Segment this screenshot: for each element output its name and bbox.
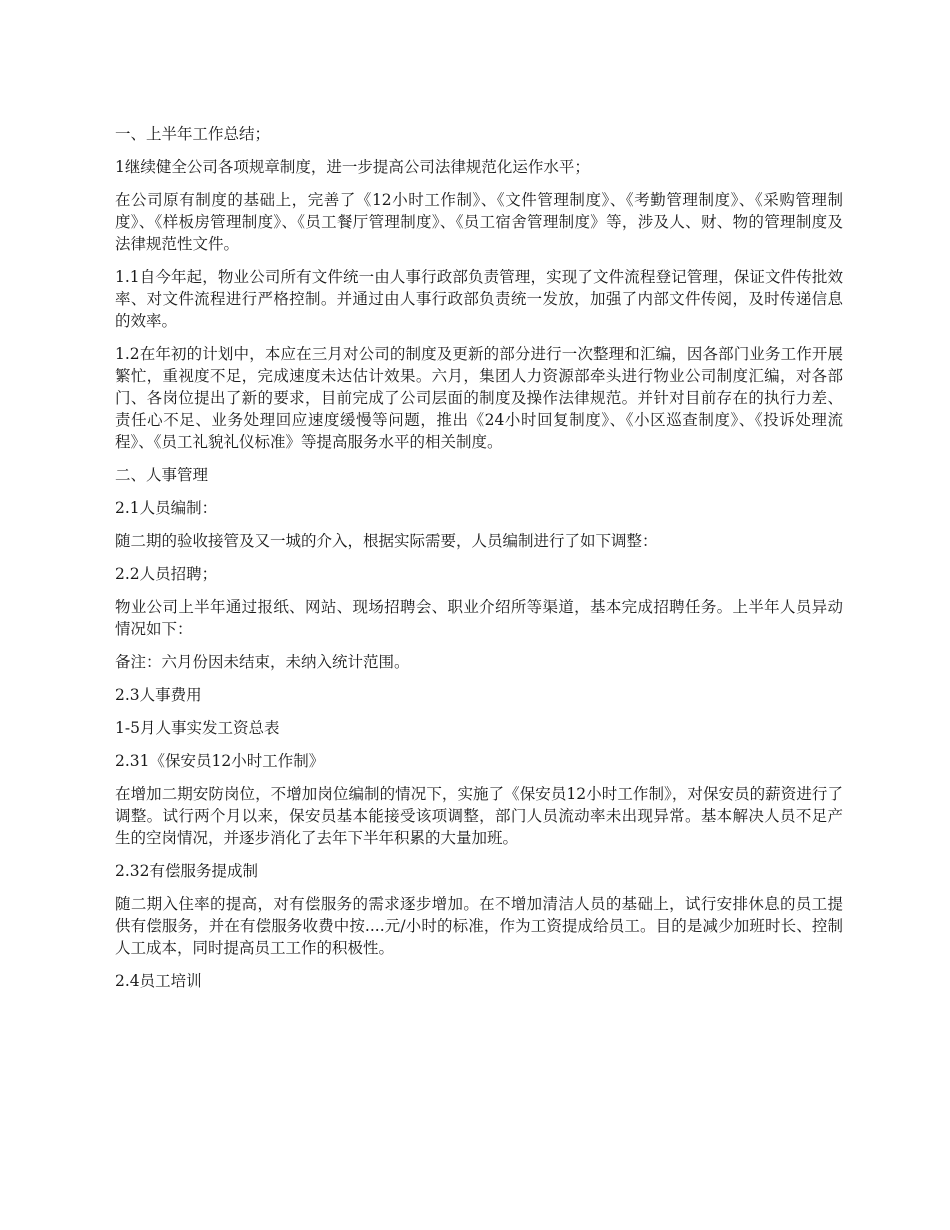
paragraph-note: 备注：六月份因未结束，未纳入统计范围。 [115, 653, 410, 671]
paragraph-recruitment: 物业公司上半年通过报纸、网站、现场招聘会、职业介绍所等渠道，基本完成招聘任务。上半年人员异动情况如下： [115, 598, 843, 638]
item-heading-1: 1继续健全公司各项规章制度，进一步提高公司法律规范化运作水平； [115, 158, 590, 176]
paragraph-salary-table-title: 1-5月人事实发工资总表 [115, 719, 280, 737]
paragraph-1-2: 1.2在年初的计划中，本应在三月对公司的制度及更新的部分进行一次整理和汇编，因各部门业务工作开展繁忙，重视度不足，完成速度未达估计效果。六月，集团人力资源部牵头进行物业公司制度汇编，对各部门、各岗位提出了新的要求，目前完成了公司层面的制度及操作法律规范。并针对目前存在的执行力差、责任心不足、业务处理回应速度缓慢等问题，推出《24小时回复制度》、《小区巡查制度》、《投诉处理流程》、《员工礼貌礼仪标准》等提高服务水平的相关制度。 [115, 345, 843, 451]
item-heading-2-1: 2.1人员编制： [115, 499, 218, 517]
document-body [115, 123, 843, 1003]
section-heading-hr: 二、人事管理 [115, 466, 209, 484]
paragraph-guard-shift: 在增加二期安防岗位，不增加岗位编制的情况下，实施了《保安员12小时工作制》，对保安员的薪资进行了调整。试行两个月以来，保安员基本能接受该项调整，部门人员流动率未出现异常。基本解决人员不足产生的空岗情况，并逐步消化了去年下半年积累的大量加班。 [115, 785, 843, 847]
paragraph-regulations: 在公司原有制度的基础上，完善了《12小时工作制》、《文件管理制度》、《考勤管理制度》、《采购管理制度》、《样板房管理制度》、《员工餐厅管理制度》、《员工宿舍管理制度》等，涉及人、财、物的管理制度及法律规范性文件。 [115, 191, 843, 253]
item-heading-2-3: 2.3人事费用 [115, 686, 202, 704]
item-heading-2-31: 2.31《保安员12小时工作制》 [115, 752, 325, 770]
item-heading-2-2: 2.2人员招聘； [115, 565, 218, 583]
item-heading-2-32: 2.32有偿服务提成制 [115, 862, 259, 880]
paragraph-1-1: 1.1自今年起，物业公司所有文件统一由人事行政部负责管理，实现了文件流程登记管理，保证文件传批效率、对文件流程进行严格控制。并通过由人事行政部负责统一发放，加强了内部文件传阅，及时传递信息的效率。 [115, 268, 843, 330]
paragraph-staffing: 随二期的验收接管及又一城的介入，根据实际需要，人员编制进行了如下调整： [115, 532, 658, 550]
section-heading-half-year-summary: 一、上半年工作总结； [115, 125, 271, 143]
item-heading-2-4: 2.4员工培训 [115, 972, 202, 990]
paragraph-paid-service: 随二期入住率的提高，对有偿服务的需求逐步增加。在不增加清洁人员的基础上，试行安排休息的员工提供有偿服务，并在有偿服务收费中按....元/小时的标准，作为工资提成给员工。目的是减少加班时长、控制人工成本，同时提高员工工作的积极性。 [115, 895, 843, 957]
